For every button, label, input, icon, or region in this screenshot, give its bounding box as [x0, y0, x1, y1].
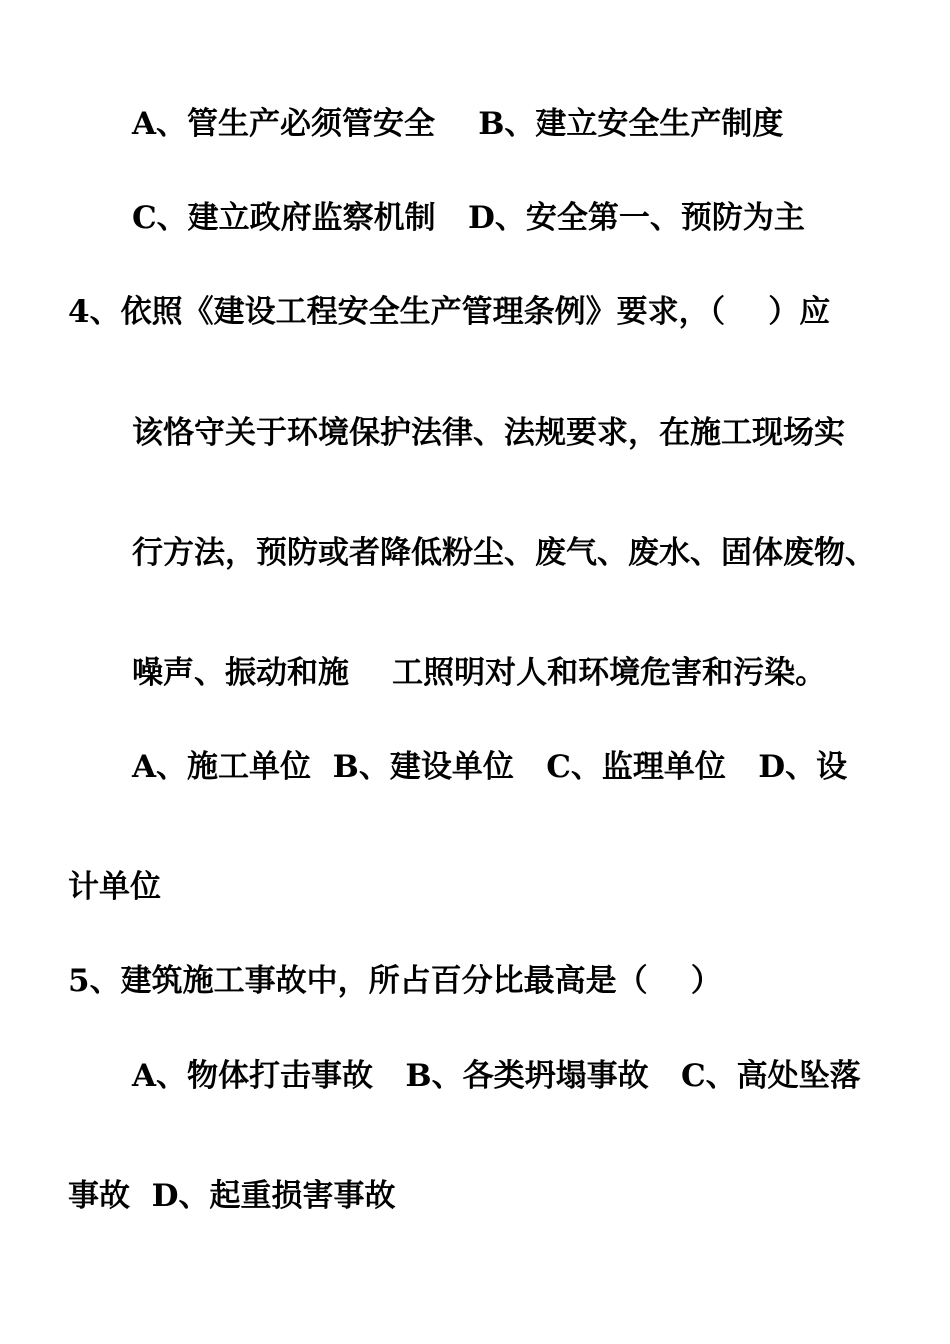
q5-options: A、物体打击事故 B、各类坍塌事故 C、高处坠落: [132, 1058, 861, 1094]
q4-stem: 4、依照《建设工程安全生产管理条例》要求，（ ）应: [68, 294, 831, 330]
q3-options-cd: C、建立政府监察机制 D、安全第一、预防为主: [132, 200, 805, 236]
q4-stem-cont-1: 该恪守关于环境保护法律、法规要求，在施工现场实: [132, 415, 845, 451]
q4-stem-cont-3: 噪声、振动和施 工照明对人和环境危害和污染。: [132, 655, 827, 691]
q3-options-ab: A、管生产必须管安全 B、建立安全生产制度: [132, 106, 784, 142]
q5-stem: 5、建筑施工事故中，所占百分比最高是（ ）: [68, 963, 722, 999]
q5-options-cont: 事故 D、起重损害事故: [68, 1178, 396, 1214]
q4-stem-cont-2: 行方法，预防或者降低粉尘、废气、废水、固体废物、: [132, 535, 876, 571]
q4-options: A、施工单位 B、建设单位 C、监理单位 D、设: [132, 749, 848, 785]
q4-options-cont: 计单位: [68, 869, 161, 905]
